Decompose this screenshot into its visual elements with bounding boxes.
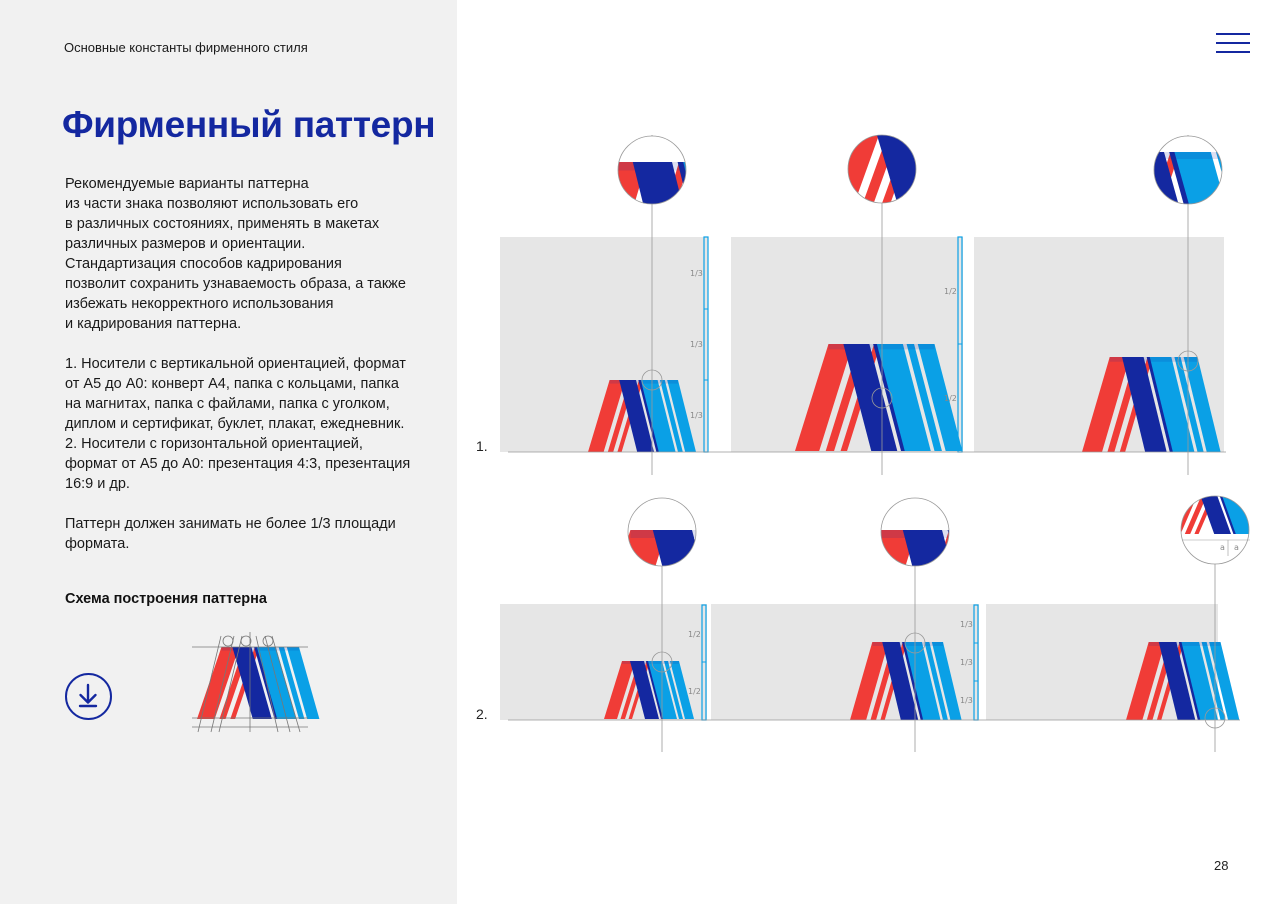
fraction-third: 1/3 <box>690 411 703 420</box>
module-label: a <box>1234 543 1239 552</box>
fraction-half: 1/2 <box>688 687 701 696</box>
row-label-2: 2. <box>476 706 488 722</box>
fraction-third: 1/3 <box>960 658 973 667</box>
fraction-third: 1/3 <box>960 696 973 705</box>
intro-paragraph: Рекомендуемые варианты паттерна из части знака позволяют использовать его в различных состояниях, применять в макетах различных размеров и ориентации. Стандартизация способов кадрирования позволит сохранить узнаваемость образа, а также избежать некорректного использования и кадрирования паттерна. <box>65 176 406 332</box>
fraction-third: 1/3 <box>960 620 973 629</box>
section-title: Основные константы фирменного стиля <box>64 40 308 55</box>
fraction-half: 1/2 <box>944 394 957 403</box>
page-title: Фирменный паттерн <box>62 104 436 145</box>
fraction-half: 1/2 <box>944 287 957 296</box>
scheme-heading: Схема построения паттерна <box>65 591 267 607</box>
page-number: 28 <box>1214 858 1229 873</box>
row2-example-3 <box>986 484 1273 752</box>
formats-list: 1. Носители с вертикальной ориентацией, формат от А5 до А0: конверт А4, папка с кольцами, папка на магнитах, папка с файлами, папка с уголком, диплом и сертификат, буклет, плакат, ежедневник. 2. Носители с горизонтальной ориентацией, формат от А5 до А0: презентация 4:3, презентация 16:9 и др. <box>65 356 411 492</box>
module-label: a <box>1220 543 1225 552</box>
construction-scheme <box>192 632 319 732</box>
row1-example-3 <box>974 134 1280 475</box>
fraction-third: 1/3 <box>690 340 703 349</box>
area-rule: Паттерн должен занимать не более 1/3 площади формата. <box>65 516 396 552</box>
fraction-third: 1/3 <box>690 269 703 278</box>
fraction-half: 1/2 <box>688 630 701 639</box>
row-label-1: 1. <box>476 438 488 454</box>
